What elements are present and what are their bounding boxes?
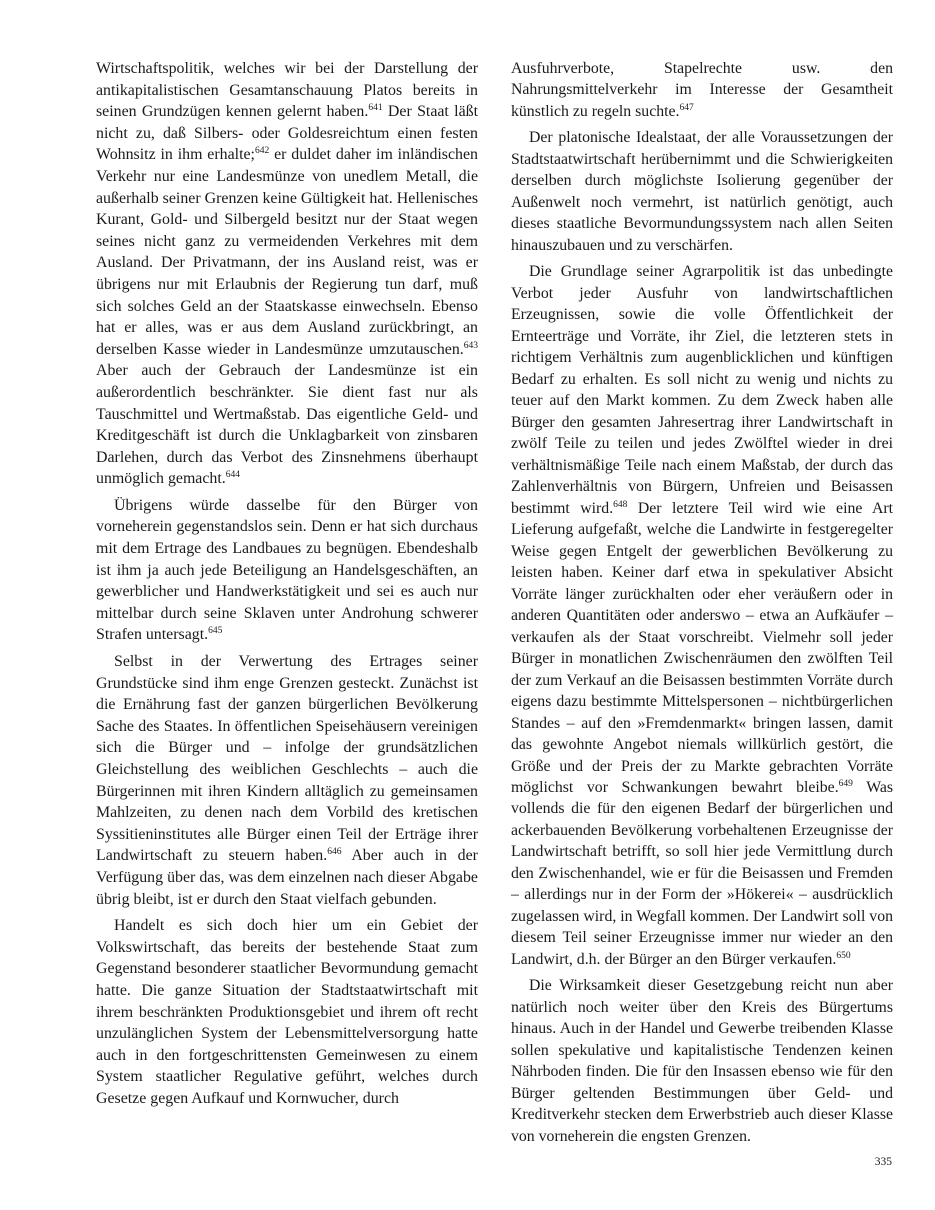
paragraph xyxy=(511,127,893,256)
footnote-ref[interactable]: 644 xyxy=(225,470,240,481)
left-column xyxy=(96,58,478,1110)
footnote-ref[interactable]: 647 xyxy=(679,102,694,113)
text-segment: Die Wirksamkeit dieser Gesetzgebung reicht nun aber natürlich noch weiter über den Kreis des Bürgertums hinaus. Auch in der Handel und Gewerbe treibenden Klasse sollen spekulative und kapitalistische Tendenzen keinen Nährboden finden. Die für den Insassen ebenso wie für den Bürger geltenden Bestimmungen über Geld- und Kreditverkehr stecken dem Erwerbstrieb auch dieser Klasse von vorneherein die engsten Grenzen. xyxy=(511,977,893,1145)
footnote-ref[interactable]: 646 xyxy=(327,847,342,858)
footnote-ref[interactable]: 645 xyxy=(208,626,223,637)
text-segment: Ausfuhrverbote, Stapelrechte usw. den Nahrungsmittelverkehr im Interesse der Gesamtheit künstlich zu regeln suchte. xyxy=(511,60,893,120)
paragraph xyxy=(96,651,478,910)
text-segment: er duldet daher im inländischen Verkehr nur eine Landesmünze von unedlem Metall, die außerhalb seiner Grenzen keine Gültigkeit hat. Hellenisches Kurant, Gold- und Silbergeld besitzt nur der Staat wegen seines nicht ganz zu vermeidenden Verkehres mit dem Ausland. Der Privatmann, der ins Ausland reist, was er übrigens nur mit Erlaubnis der Regierung tun darf, muß sich solches Geld an der Staatskasse einwechseln. Ebenso hat er alles, was er aus dem Ausland zurückbringt, an derselben Kasse wieder in Landesmünze umzutauschen. xyxy=(96,146,478,358)
page-number: 335 xyxy=(874,1156,892,1168)
text-segment: Selbst in der Verwertung des Ertrages seiner Grundstücke sind ihm enge Grenzen gesteckt. Zunächst ist die Ernährung fast der ganzen bürgerlichen Bevölkerung Sache des Staates. In öffentlichen Speisehäusern vereinigen sich die Bürger und – infolge der grundsätzlichen Gleichstellung des weiblichen Geschlechts – auch die Bürgerinnen mit ihren Kindern alltäglich zu gemeinsamen Mahlzeiten, zu denen nach dem Vorbild des kretischen Syssitieninstitutes alle Bürger einen Teil der Erträge ihrer Landwirtschaft zu steuern haben. xyxy=(96,653,478,865)
text-segment: Was vollends die für den eigenen Bedarf der bürgerlichen und ackerbauenden Bevölkerung vorbehaltenen Erzeugnisse der Landwirtschaft betrifft, so soll hier jede Vermittlung durch den Zwischenhandel, wie er für die Beisassen und Fremden – allerdings nur in der Form der »Hökerei« – ausdrücklich zugelassen wird, in Wegfall kommen. Der Landwirt soll von diesem Teil seiner Erzeugnisse immer nur wieder an den Landwirt, d.h. der Bürger an den Bürger verkaufen. xyxy=(511,778,893,968)
paragraph xyxy=(511,975,893,1147)
footnote-ref[interactable]: 650 xyxy=(836,950,851,961)
text-segment: Der platonische Idealstaat, der alle Voraussetzungen der Stadtstaatwirtschaft herübernimmt und die Schwierigkeiten derselben durch möglichste Isolierung gegenüber der Außenwelt noch vermehrt, ist natürlich genötigt, auch dieses staatliche Bevormundungssystem nach allen Seiten hinauszubauen und zu verschärfen. xyxy=(511,129,893,254)
footnote-ref[interactable]: 643 xyxy=(463,340,478,351)
footnote-ref[interactable]: 649 xyxy=(838,778,853,789)
text-segment: Übrigens würde dasselbe für den Bürger von vorneherein gegenstandslos sein. Denn er hat sich durchaus mit dem Ertrage des Landbaues zu begnügen. Ebendeshalb ist ihm ja auch jede Beteiligung an Handelsgeschäften, an gewerblicher und Handwerkstätigkeit und sei es auch nur mittelbar durch seine Sklaven unter Androhung schwerer Strafen untersagt. xyxy=(96,496,478,644)
footnote-ref[interactable]: 648 xyxy=(613,499,628,510)
text-segment: Handelt es sich doch hier um ein Gebiet der Volkswirtschaft, das bereits der bestehende Staat zum Gegenstand besonderer staatlicher Bevormundung gemacht hatte. Die ganze Situation der Stadtstaatwirtschaft mit ihrem beschränkten Produktionsgebiet und ihrem oft recht unzulänglichen System der Lebensmittelversorgung hatte auch in den fortgeschrittensten Gemeinwesen zu einem System staatlicher Regulative geführt, welches durch Gesetze gegen Aufkauf und Kornwucher, durch xyxy=(96,917,478,1107)
text-segment: Aber auch in der Verfügung über das, was dem einzelnen nach dieser Abgabe übrig bleibt, ist er durch den Staat vielfach gebunden. xyxy=(96,847,478,908)
paragraph xyxy=(96,58,478,490)
text-segment: Aber auch der Gebrauch der Landesmünze ist ein außerordentlich beschränkter. Sie dient fast nur als Tauschmittel und Wertmaßstab. Das eigentliche Geld- und Kreditgeschäft ist durch die Unklagbarkeit von zinsbaren Darlehen, durch das Verbot des Zinsnehmens überhaupt unmöglich gemacht. xyxy=(96,362,478,488)
footnote-ref[interactable]: 642 xyxy=(254,146,270,157)
footnote-ref[interactable]: 641 xyxy=(368,103,383,114)
text-segment: Wirtschaftspolitik, welches wir bei der Darstellung der antikapitalistischen Gesamtanschauung Platos bereits in seinen Grundzügen kennen gelernt haben. xyxy=(96,60,478,121)
text-segment: Der letztere Teil wird wie eine Art Lieferung aufgefaßt, welche die Landwirte in festgeregelter Weise gegen Entgelt der gewerblichen Bevölkerung zu leisten haben. Keiner darf etwa in spekulativer Absicht Vorräte länger zurückhalten oder eher veräußern oder in anderen Quantitäten oder anderswo – etwa an Aufkäufer – verkaufen als der Staat vorschreibt. Vielmehr soll jeder Bürger in monatlichen Zwischenräumen den zwölften Teil der zum Verkauf an die Beisassen bestimmten Vorräte durch eigens dazu bestimmte Mittelspersonen – nichtbürgerlichen Standes – auf den »Fremdenmarkt« bringen lassen, damit das gewohnte Angebot niemals willkürlich gestört, die Größe und der Preis der zu Markte gebrachten Vorräte möglichst vor Schwankungen bewahrt bleibe. xyxy=(511,499,893,796)
paragraph xyxy=(96,495,478,646)
paragraph xyxy=(511,58,893,122)
paragraph xyxy=(511,261,893,970)
text-segment: Die Grundlage seiner Agrarpolitik ist das unbedingte Verbot jeder Ausfuhr von landwirtschaftlichen Erzeugnissen, sowie die volle Öffentlichkeit der Ernteerträge und Vorräte, ihr Ziel, die letzteren stets in richtigem Verhältnis zum augenblicklichen und künftigen Bedarf zu erhalten. Es soll nicht zu wenig und nichts zu teuer auf den Markt kommen. Zu dem Zweck haben alle Bürger den gesamten Jahresertrag ihrer Landwirtschaft in zwölf Teile zu teilen und jedes Zwölftel wieder in drei verhältnismäßige Teile nach einem Maßstab, der durch das Zahlenverhältnis von Bürgern, Unfreien und Beisassen bestimmt wird. xyxy=(511,263,893,517)
text-segment: Der Staat läßt nicht zu, daß Silbers- oder Goldesreichtum einen festen Wohnsitz in ihm erhalte; xyxy=(96,103,479,164)
right-column xyxy=(511,58,893,1147)
paragraph xyxy=(96,915,478,1109)
